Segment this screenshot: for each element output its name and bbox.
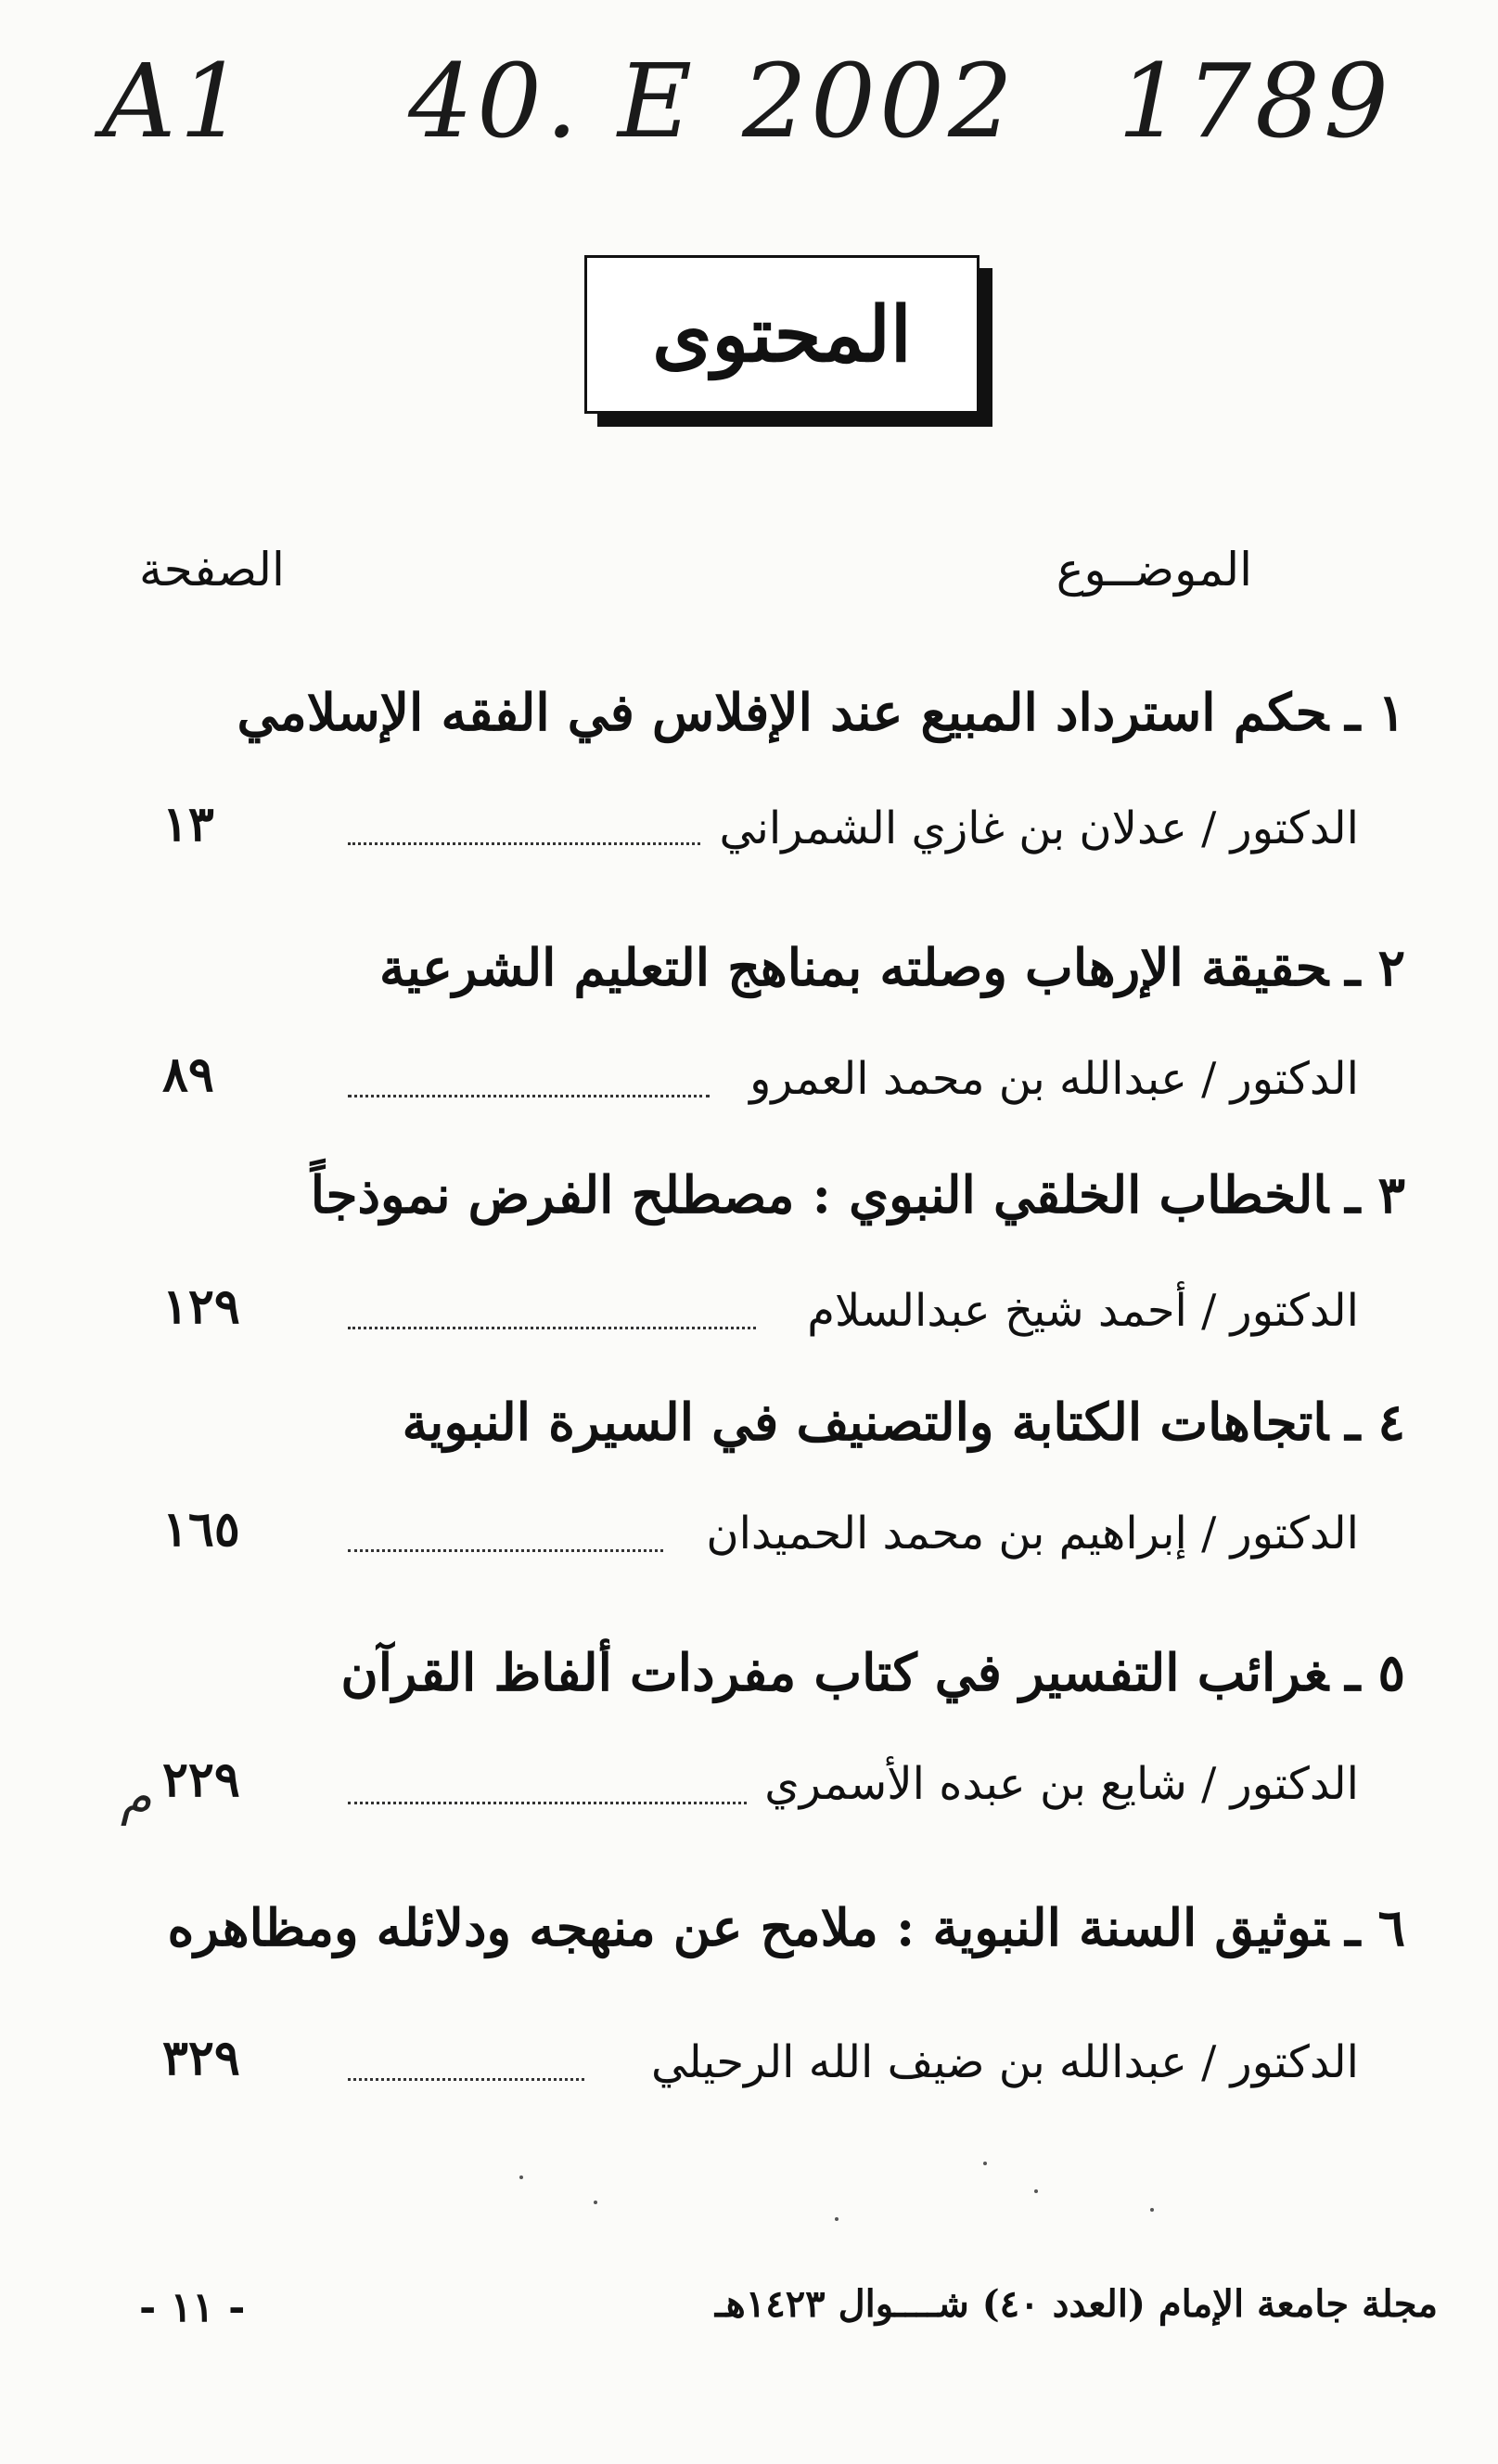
dot-leader — [348, 2078, 584, 2081]
dot-leader — [348, 1327, 756, 1329]
handwritten-mark-1: A1 — [102, 42, 249, 160]
scan-speck — [1150, 2208, 1154, 2212]
dot-leader — [348, 1095, 710, 1097]
entry-title-text: توثيق السنة النبوية : ملامح عن منهجه ودلائله ومظاهره — [167, 1897, 1329, 1957]
entry-title-text: غرائب التفسير في كتاب مفردات ألفاظ القرآن — [340, 1642, 1329, 1702]
toc-entry-author: الدكتور / أحمد شيخ عبدالسلام — [807, 1285, 1359, 1337]
entry-number: ٥ ـ — [1345, 1642, 1405, 1702]
toc-entry-page: ١٢٩ — [162, 1278, 240, 1335]
scan-speck — [983, 2162, 987, 2165]
entry-number: ٦ ـ — [1345, 1897, 1405, 1957]
toc-entry-author: الدكتور / عدلان بن غازي الشمراني — [719, 802, 1359, 854]
column-header-topic: الموضــوع — [1056, 543, 1252, 597]
entry-title-text: اتجاهات الكتابة والتصنيف في السيرة النبوية — [402, 1392, 1329, 1452]
page-title-box — [584, 255, 979, 414]
entry-title-text: الخطاب الخلقي النبوي : مصطلح الفرض نموذجاً — [310, 1164, 1329, 1225]
dot-leader — [348, 1802, 747, 1804]
entry-title-text: حكم استرداد المبيع عند الإفلاس في الفقه الإسلامي — [237, 682, 1329, 742]
toc-entry-page: ١٣ — [162, 796, 214, 853]
entry-title-text: حقيقة الإرهاب وصلته بمناهج التعليم الشرعية — [379, 937, 1329, 997]
handwritten-mark-2: 40. E — [408, 42, 697, 160]
toc-entry-title — [311, 1164, 1405, 1225]
entry-number: ٢ ـ — [1345, 937, 1405, 997]
scan-speck — [519, 2175, 523, 2179]
toc-entry-author: الدكتور / عبدالله بن ضيف الله الرحيلي — [650, 2036, 1359, 2088]
scan-speck — [1034, 2189, 1038, 2193]
toc-entry-title — [340, 1642, 1405, 1702]
toc-entry-title — [379, 937, 1405, 997]
handwritten-mark-3: 2002 — [742, 42, 1017, 160]
toc-entry-title — [167, 1897, 1405, 1957]
scan-speck — [594, 2201, 597, 2204]
toc-entry-title — [237, 682, 1405, 742]
toc-entry-author: الدكتور / شايع بن عبده الأسمري — [764, 1758, 1359, 1810]
entry-number: ١ ـ — [1345, 682, 1405, 742]
handwritten-mark-4: 1789 — [1118, 42, 1392, 160]
handwritten-margin-mark: م — [121, 1767, 152, 1826]
dot-leader — [348, 842, 700, 845]
dot-leader — [348, 1549, 663, 1552]
toc-entry-title — [403, 1392, 1405, 1452]
toc-entry-page: ٢٢٩ — [162, 1752, 240, 1808]
toc-entry-author: الدكتور / عبدالله بن محمد العمرو — [749, 1053, 1359, 1105]
entry-number: ٤ ـ — [1345, 1392, 1405, 1452]
page-title: المحتوى — [652, 289, 912, 379]
scan-speck — [835, 2217, 839, 2221]
toc-entry-author: الدكتور / إبراهيم بن محمد الحميدان — [706, 1508, 1359, 1559]
column-header-page: الصفحة — [139, 543, 285, 597]
footer-journal: مجلة جامعة الإمام (العدد ٤٠) شــــوال ١٤٢٣هـ — [714, 2282, 1438, 2326]
entry-number: ٣ ـ — [1345, 1164, 1405, 1225]
toc-entry-page: ١٦٥ — [162, 1501, 240, 1558]
footer-page-number: - ١١ - — [139, 2284, 246, 2331]
toc-entry-page: ٨٩ — [162, 1046, 214, 1103]
toc-entry-page: ٣٢٩ — [162, 2030, 240, 2086]
